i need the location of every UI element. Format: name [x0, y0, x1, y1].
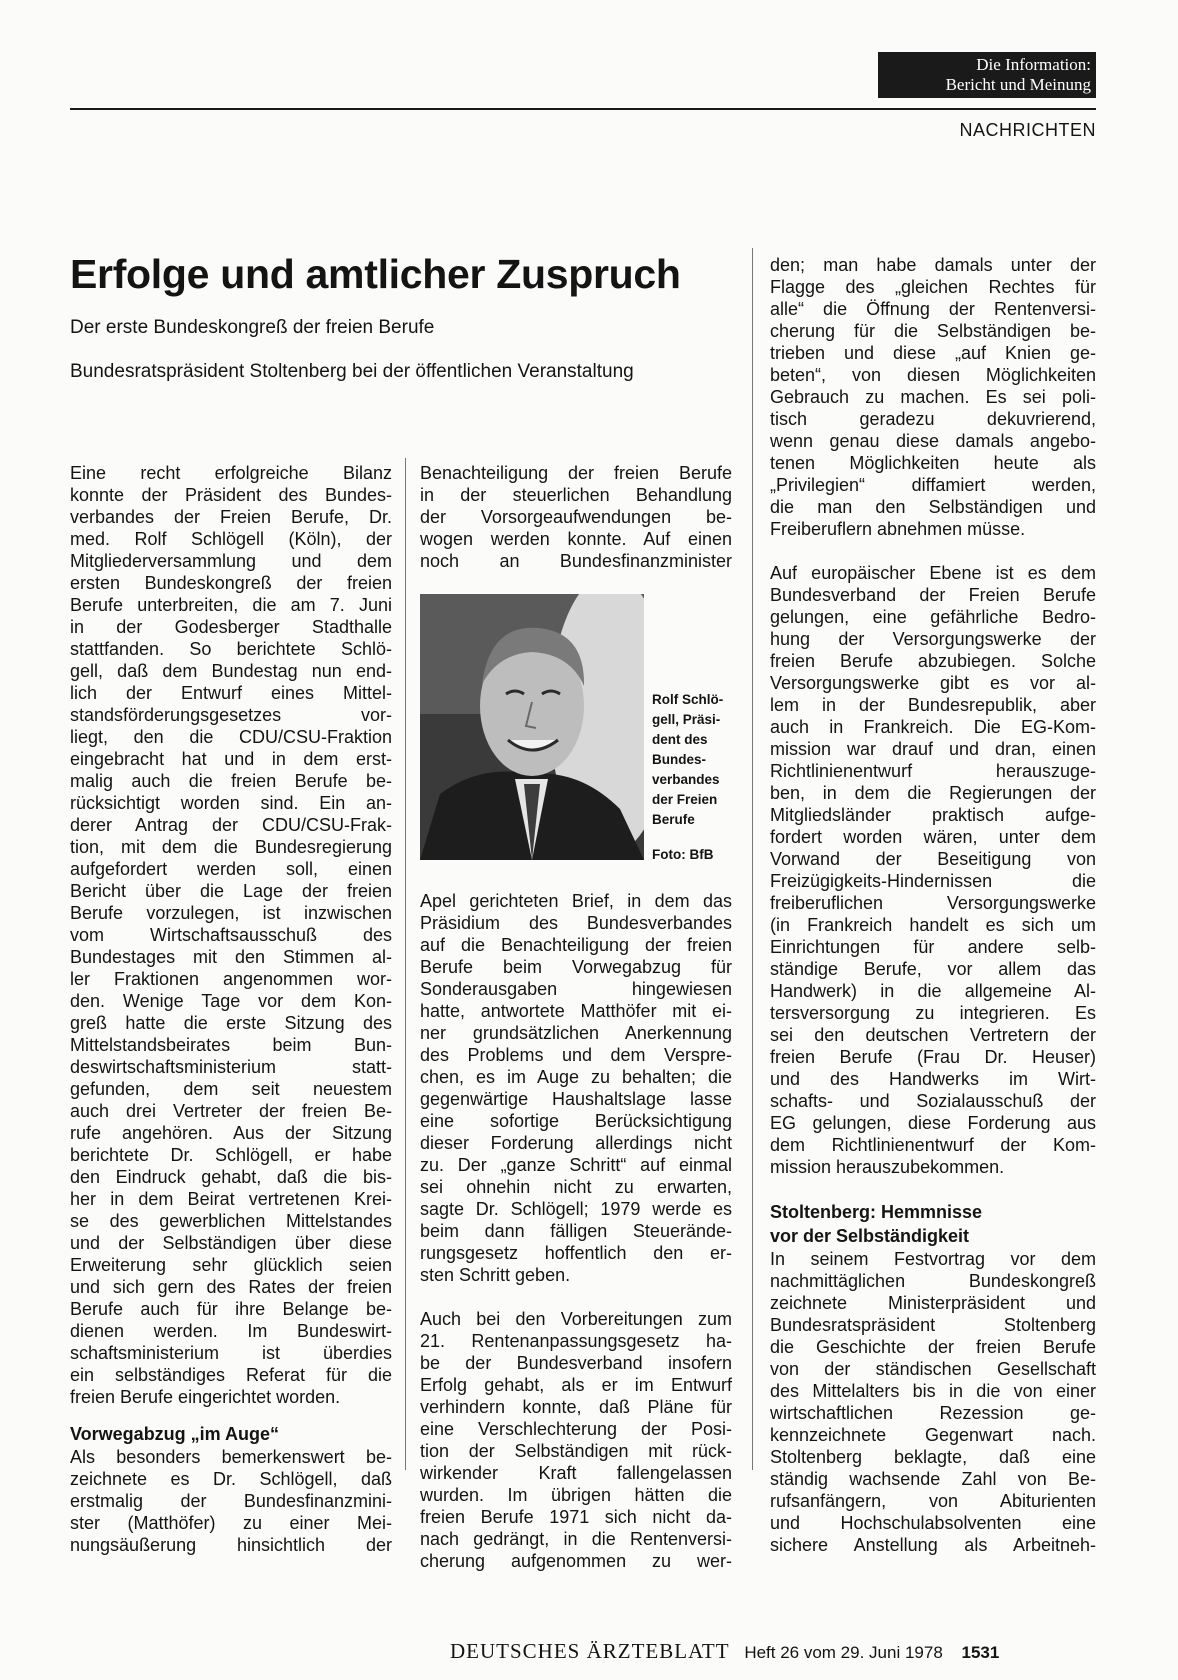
text-line: des Problems und dem Verspre- — [420, 1045, 732, 1065]
text-line: verbandes der Freien Berufe, Dr. — [70, 507, 392, 527]
subheading-stoltenberg-2: vor der Selbständigkeit — [770, 1226, 970, 1246]
text-line: vom Wirtschaftsausschuß des — [70, 925, 392, 945]
text-line: Eine recht erfolgreiche Bilanz — [70, 463, 392, 483]
text-line: auf die Benachteiligung der freien — [420, 935, 732, 955]
department-badge — [878, 52, 1096, 98]
portrait-photo — [420, 594, 644, 860]
text-line: nach gedrängt, in die Rentenversi- — [420, 1529, 732, 1549]
text-line: Erfolg gehabt, als er im Entwurf — [420, 1375, 732, 1395]
column-divider-1 — [405, 458, 406, 1470]
text-line: sten Schritt geben. — [420, 1265, 571, 1285]
text-line: sichere Anstellung als Arbeitneh- — [770, 1535, 1096, 1555]
text-line: Berufe unterbreiten, die am 7. Juni — [70, 595, 392, 615]
column-3-festvortrag — [770, 1248, 1096, 1556]
text-line: be der Bundesverband insofern — [420, 1353, 732, 1373]
text-line: deswirtschaftsministerium statt- — [70, 1057, 392, 1077]
article-title: Erfolge und amtlicher Zuspruch — [70, 251, 681, 297]
text-line: erstmalig der Bundesfinanzmini- — [70, 1491, 392, 1511]
text-line: sei den deutschen Vertretern der — [770, 1025, 1096, 1045]
text-line: und des Handwerks im Wirt- — [770, 1069, 1096, 1089]
text-line: den. Wenige Tage vor dem Kon- — [70, 991, 392, 1011]
badge-line-1: Die Information: — [976, 55, 1091, 74]
text-line: aufgefordert werden soll, einen — [70, 859, 392, 879]
text-line: ständige Berufe, vor allem das — [770, 959, 1096, 979]
text-line: Auch bei den Vorbereitungen zum — [420, 1309, 732, 1329]
subheading-vorwegabzug: Vorwegabzug „im Auge“ — [70, 1424, 280, 1444]
text-line: med. Rolf Schlögell (Köln), der — [70, 529, 392, 549]
photo-caption — [652, 690, 732, 830]
text-line: ner grundsätzlichen Anerkennung — [420, 1023, 732, 1043]
text-line: konnte der Präsident des Bundes- — [70, 485, 392, 505]
text-line: Bundesverband der Freien Berufe — [770, 585, 1096, 605]
text-line: zeichnete Ministerpräsident und — [770, 1293, 1096, 1313]
text-line: Versorgungswerke gibt es vor al- — [770, 673, 1096, 693]
text-line: rungsgesetz hoffentlich den er- — [420, 1243, 732, 1263]
text-line: die man den Selbständigen und — [770, 497, 1096, 517]
text-line: nachmittäglichen Bundeskongreß — [770, 1271, 1096, 1291]
text-line: berichtete Dr. Schlögell, er habe — [70, 1145, 392, 1165]
subheading-stoltenberg-1: Stoltenberg: Hemmnisse — [770, 1202, 983, 1222]
text-line: wogen werden konnte. Auf einen — [420, 529, 732, 549]
text-line: auch in Frankreich. Die EG-Kom- — [770, 717, 1096, 737]
caption-line: dent des — [652, 732, 708, 747]
text-line: Freizügigkeits-Hindernissen die — [770, 871, 1096, 891]
text-line: von der ständischen Gesellschaft — [770, 1359, 1096, 1379]
text-line: in der Godesberger Stadthalle — [70, 617, 392, 637]
issue-info: Heft 26 vom 29. Juni 1978 — [744, 1643, 943, 1662]
article-subtitle-2: Bundesratspräsident Stoltenberg bei der öffentlichen Veranstaltung — [70, 361, 634, 382]
text-line: freien Berufe eingerichtet worden. — [70, 1387, 341, 1407]
caption-line: Rolf Schlö- — [652, 692, 724, 707]
text-line: „Privilegien“ diffamiert werden, — [770, 475, 1096, 495]
page-footer — [450, 1640, 999, 1664]
text-line: greß hatte die erste Sitzung des — [70, 1013, 392, 1033]
text-line: beten“, von diesen Möglichkeiten — [770, 365, 1096, 385]
text-line: Erweiterung sehr glücklich seien — [70, 1255, 392, 1275]
text-line: eine sofortige Berücksichtigung — [420, 1111, 732, 1131]
text-line: lem in der Bundesrepublik, aber — [770, 695, 1096, 715]
text-line: tion, mit dem die Bundesregierung — [70, 837, 392, 857]
text-line: ständig wachsende Zahl von Be- — [770, 1469, 1096, 1489]
caption-line: der Freien — [652, 792, 718, 807]
text-line: derer Antrag der CDU/CSU-Frak- — [70, 815, 392, 835]
text-line: Freiberuflern abnehmen müsse. — [770, 519, 1026, 539]
text-line: Benachteiligung der freien Berufe — [420, 463, 732, 483]
text-line: cherung aufgenommen zu wer- — [420, 1551, 732, 1571]
text-line: Bundestages mit den Stimmen al- — [70, 947, 392, 967]
text-line: nungsäußerung hinsichtlich der — [70, 1535, 392, 1555]
text-line: und sich gern des Rates der freien — [70, 1277, 392, 1297]
text-line: wirtschaftlichen Rezession ge- — [770, 1403, 1096, 1423]
column-3-europe — [770, 562, 1096, 1178]
column-2-bottom — [420, 890, 732, 1572]
column-1 — [70, 462, 392, 1556]
text-line: chen, es im Auge zu behalten; die — [420, 1067, 732, 1087]
text-line: hung der Versorgungswerke der — [770, 629, 1096, 649]
text-line: tion der Selbständigen mit rück- — [420, 1441, 732, 1461]
text-line: lich der Entwurf eines Mittel- — [70, 683, 392, 703]
text-line: rufe angehören. Aus der Sitzung — [70, 1123, 392, 1143]
text-line: Einrichtungen für andere selb- — [770, 937, 1096, 957]
text-line: Auf europäischer Ebene ist es dem — [770, 563, 1096, 583]
text-line: dem Richtlinienentwurf der Kom- — [770, 1135, 1096, 1155]
text-line: sagte Dr. Schlögell; 1979 werde es — [420, 1199, 732, 1219]
photo-caption-lines — [652, 690, 732, 830]
text-line: tenen Möglichkeiten heute als — [770, 453, 1096, 473]
text-line: noch an Bundesfinanzminister — [420, 551, 732, 571]
text-line: ben, in dem die Regierungen der — [770, 783, 1096, 803]
badge-line-2: Bericht und Meinung — [945, 75, 1091, 94]
text-line: Berufe beim Vorwegabzug für — [420, 957, 732, 977]
text-line: Flagge des „gleichen Rechtes für — [770, 277, 1096, 297]
text-line: rufsanfängern, von Abiturienten — [770, 1491, 1096, 1511]
column-1-body — [70, 462, 392, 1408]
text-line: den Eindruck gehabt, daß die bis- — [70, 1167, 392, 1187]
text-line: tisch geradezu dekuvrierend, — [770, 409, 1096, 429]
portrait-image — [420, 594, 644, 860]
text-line: cherung für die Selbständigen be- — [770, 321, 1096, 341]
caption-line: gell, Präsi- — [652, 712, 721, 727]
text-line: hatte, antwortete Matthöfer mit ei- — [420, 1001, 732, 1021]
text-line: tersversorgung zu integrieren. Es — [770, 1003, 1096, 1023]
text-line: wurden. Im übrigen hätten die — [420, 1485, 732, 1505]
text-line: in der steuerlichen Behandlung — [420, 485, 732, 505]
text-line: sei ohnehin nicht zu erwarten, — [420, 1177, 732, 1197]
column-2-continued — [420, 1308, 732, 1572]
text-line: In seinem Festvortrag vor dem — [770, 1249, 1096, 1269]
text-line: Mitgliederversammlung und dem — [70, 551, 392, 571]
text-line: ster (Matthöfer) zu einer Mei- — [70, 1513, 392, 1533]
text-line: Mittelstandsbeirates beim Bun- — [70, 1035, 392, 1055]
text-line: se des gewerblichen Mittelstandes — [70, 1211, 392, 1231]
text-line: gefunden, dem seit neuestem — [70, 1079, 392, 1099]
text-line: schaftsministerium ist überdies — [70, 1343, 392, 1363]
text-line: standsförderungsgesetzes vor- — [70, 705, 392, 725]
text-line: auch drei Vertreter der freien Be- — [70, 1101, 392, 1121]
text-line: malig auch die freien Berufe be- — [70, 771, 392, 791]
text-line: 21. Rentenanpassungsgesetz ha- — [420, 1331, 732, 1351]
text-line: der Vorsorgeaufwendungen be- — [420, 507, 732, 527]
text-line: gell, daß dem Bundestag nun end- — [70, 661, 392, 681]
text-line: gegenwärtige Haushaltslage lasse — [420, 1089, 732, 1109]
section-label: NACHRICHTEN — [959, 120, 1096, 140]
column-divider-2 — [752, 248, 753, 1470]
article-subtitle-1: Der erste Bundeskongreß der freien Berufe — [70, 317, 435, 338]
text-line: gelungen, eine gefährliche Bedro- — [770, 607, 1096, 627]
text-line: stattfanden. So berichtete Schlö- — [70, 639, 392, 659]
text-line: liegt, den die CDU/CSU-Fraktion — [70, 727, 392, 747]
text-line: dieser Forderung allerdings nicht — [420, 1133, 732, 1153]
text-line: freiberuflichen Versorgungswerke — [770, 893, 1096, 913]
text-line: Als besonders bemerkenswert be- — [70, 1447, 392, 1467]
column-2-body — [420, 890, 732, 1286]
text-line: kennzeichnete Gegenwart nach. — [770, 1425, 1096, 1445]
text-line: ein selbständiges Referat für die — [70, 1365, 392, 1385]
text-line: Gebrauch zu machen. Es sei poli- — [770, 387, 1096, 407]
header-rule — [70, 108, 1096, 110]
column-2-top-body — [420, 462, 732, 572]
text-line: den; man habe damals unter der — [770, 255, 1096, 275]
text-line: Apel gerichteten Brief, in dem das — [420, 891, 732, 911]
text-line: zu. Der „ganze Schritt“ auf einmal — [420, 1155, 732, 1175]
caption-line: verbandes — [652, 772, 720, 787]
text-line: Berufe vorzulegen, ist inzwischen — [70, 903, 392, 923]
text-line: EG gelungen, diese Forderung aus — [770, 1113, 1096, 1133]
text-line: ersten Bundeskongreß der freien — [70, 573, 392, 593]
text-line: zeichnete es Dr. Schlögell, daß — [70, 1469, 392, 1489]
text-line: und Hochschulabsolventen eine — [770, 1513, 1096, 1533]
text-line: eine Verschlechterung der Posi- — [420, 1419, 732, 1439]
text-line: (in Frankreich handelt es sich um — [770, 915, 1096, 935]
text-line: Handwerk) in die allgemeine Al- — [770, 981, 1096, 1001]
journal-name: DEUTSCHES ÄRZTEBLATT — [450, 1639, 730, 1663]
column-1-continued — [70, 1446, 392, 1556]
text-line: Richtlinienentwurf herauszuge- — [770, 761, 1096, 781]
text-line: freien Berufe 1971 sich nicht da- — [420, 1507, 732, 1527]
text-line: Stoltenberg beklagte, daß eine — [770, 1447, 1096, 1467]
text-line: wenn genau diese damals angebo- — [770, 431, 1096, 451]
caption-line: Berufe — [652, 812, 695, 827]
text-line: dienen werden. Im Bundeswirt- — [70, 1321, 392, 1341]
text-line: Sonderausgaben hingewiesen — [420, 979, 732, 999]
caption-line: Bundes- — [652, 752, 706, 767]
text-line: fordert worden wären, unter dem — [770, 827, 1096, 847]
text-line: freien Berufe (Frau Dr. Heuser) — [770, 1047, 1096, 1067]
text-line: eingebracht hat und in dem erst- — [70, 749, 392, 769]
text-line: mission war drauf und dran, einen — [770, 739, 1096, 759]
text-line: alle“ die Öffnung der Rentenversi- — [770, 299, 1096, 319]
text-line: wirkender Kraft fallengelassen — [420, 1463, 732, 1483]
text-line: mission herauszubekommen. — [770, 1157, 1005, 1177]
text-line: trieben und diese „auf Knien ge- — [770, 343, 1096, 363]
column-3-body — [770, 254, 1096, 540]
photo-credit: Foto: BfB — [652, 847, 714, 862]
text-line: rücksichtigt worden sind. Ein an- — [70, 793, 392, 813]
text-line: Berufe auch für ihre Belange be- — [70, 1299, 392, 1319]
text-line: und der Selbständigen über diese — [70, 1233, 392, 1253]
column-2-top — [420, 462, 732, 572]
text-line: die Geschichte der freien Berufe — [770, 1337, 1096, 1357]
text-line: beim dann fälligen Steuerände- — [420, 1221, 732, 1241]
page-number: 1531 — [961, 1643, 1000, 1662]
text-line: Bundesratspräsident Stoltenberg — [770, 1315, 1096, 1335]
text-line: Präsidium des Bundesverbandes — [420, 913, 732, 933]
text-line: freien Berufe abzubiegen. Solche — [770, 651, 1096, 671]
column-3 — [770, 254, 1096, 1556]
text-line: des Mittelalters bis in die von einer — [770, 1381, 1096, 1401]
text-line: ler Fraktionen angenommen wor- — [70, 969, 392, 989]
text-line: Bericht über die Lage der freien — [70, 881, 392, 901]
text-line: Mitgliedsländer praktisch aufge- — [770, 805, 1096, 825]
text-line: verhindern konnte, daß Pläne für — [420, 1397, 732, 1417]
text-line: schafts- und Sozialausschuß der — [770, 1091, 1096, 1111]
text-line: Vorwand der Beseitigung von — [770, 849, 1096, 869]
text-line: her in dem Beirat vertretenen Krei- — [70, 1189, 392, 1209]
